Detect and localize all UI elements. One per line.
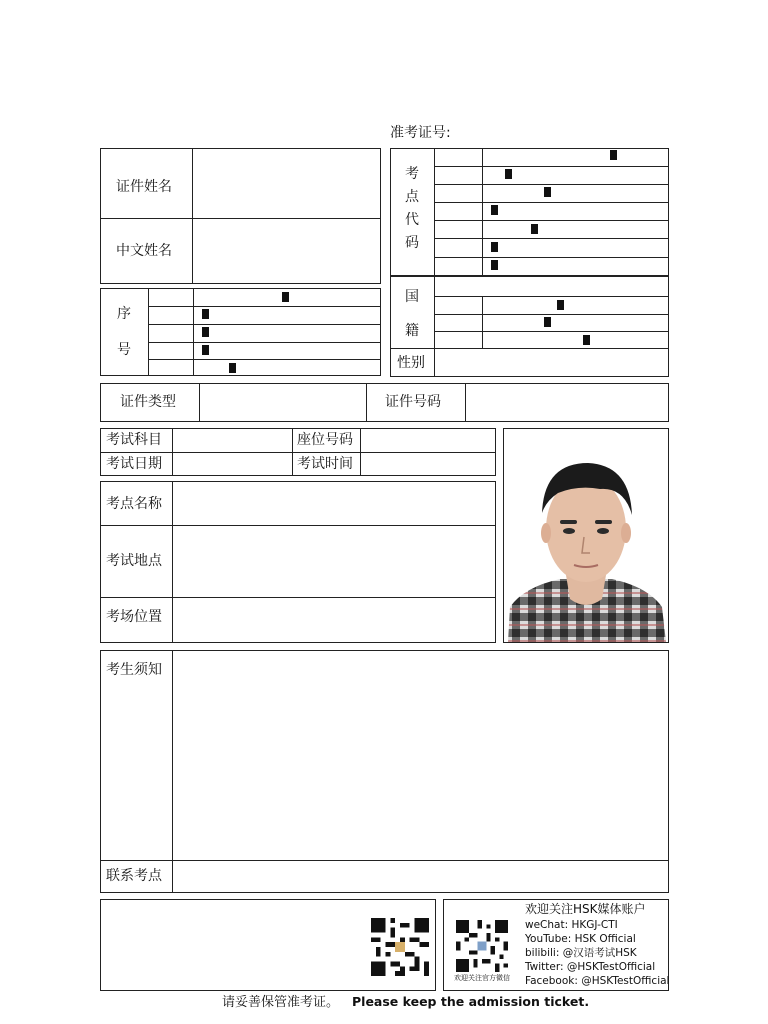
footer-keep-ticket-cn: 请妥善保管准考证。 [222,995,340,1010]
nationality-block [390,276,669,377]
exam-subject-label: 考试科目 [106,432,162,448]
id-row-divider [366,383,367,422]
name-block-divider [192,148,193,284]
serial-mark [282,292,289,302]
name-block-row-divider [100,218,381,219]
serial-row-divider [148,324,381,325]
venue-col-divider [172,481,173,643]
exam-info-row-divider [100,452,496,453]
serial-mark [202,327,209,337]
serial-label-bottom: 号 [117,342,131,358]
nationality-row-divider [434,296,669,297]
center-code-mark [491,260,498,270]
center-code-mark [531,224,538,234]
exam-time-label: 考试时间 [297,456,353,472]
social-accounts-list [525,918,669,988]
exam-room-label: 考场位置 [106,609,162,625]
nationality-row-divider [434,314,669,315]
exam-info-col-divider [292,428,293,476]
social-line-youtube: YouTube: HSK Official [525,933,636,945]
name-block [100,148,381,284]
nationality-col-divider [482,296,483,348]
center-code-row-divider [434,257,669,258]
exam-date-label: 考试日期 [106,456,162,472]
nationality-col-divider [434,276,435,377]
center-code-mark [491,242,498,252]
id-number-label: 证件号码 [385,394,441,410]
id-row-divider [199,383,200,422]
venue-row-divider [100,597,496,598]
candidate-photo [504,429,668,642]
gender-label: 性别 [397,355,425,371]
center-code-mark [491,205,498,215]
social-line-bilibili: bilibili: @汉语考试HSK [525,947,637,959]
id-row-divider [465,383,466,422]
nationality-label-top: 国 [405,289,419,305]
center-code-row-divider [434,202,669,203]
center-code-char: 码 [405,235,419,251]
social-title: 欢迎关注HSK媒体账户 [525,902,646,916]
wechat-qr-caption: 欢迎关注官方微信 [454,974,510,982]
exam-address-label: 考试地点 [106,553,162,569]
notes-row-divider [100,860,669,861]
exam-info-col-divider [360,428,361,476]
nationality-label-bottom: 籍 [405,323,419,339]
chinese-name-label: 中文姓名 [116,243,172,259]
id-name-label: 证件姓名 [116,179,172,195]
center-code-char: 代 [405,212,419,228]
social-line-wechat: weChat: HKGJ-CTI [525,919,618,931]
serial-number-block [100,288,381,376]
center-code-mark [505,169,512,179]
center-code-row-divider [434,184,669,185]
seat-number-label: 座位号码 [297,432,353,448]
candidate-notice-label: 考生须知 [106,662,162,678]
candidate-photo-frame [503,428,669,643]
admission-number-label: 准考证号: [390,125,451,141]
notes-block [100,650,669,893]
nationality-row-divider [434,331,669,332]
center-code-row-divider [434,166,669,167]
exam-info-col-divider [172,428,173,476]
qr-code-icon [370,918,430,976]
serial-mark [229,363,236,373]
gender-row-divider [390,348,669,349]
serial-row-divider [148,359,381,360]
contact-center-label: 联系考点 [106,868,162,884]
notes-col-divider [172,650,173,893]
center-code-row-divider [434,238,669,239]
center-code-mark [544,187,551,197]
social-line-twitter: Twitter: @HSKTestOfficial [525,961,656,973]
id-type-label: 证件类型 [120,394,176,410]
center-code-row-divider [434,220,669,221]
serial-col-divider-2 [193,288,194,376]
nationality-mark [557,300,564,310]
serial-row-divider [148,306,381,307]
center-code-mark [610,150,617,160]
social-line-facebook: Facebook: @HSKTestOfficial [525,975,670,987]
nationality-mark [544,317,551,327]
serial-mark [202,309,209,319]
wechat-qr-code-icon [455,920,509,972]
center-name-label: 考点名称 [106,496,162,512]
serial-label-top: 序 [117,306,131,322]
center-code-char: 考 [405,166,419,182]
serial-col-divider-1 [148,288,149,376]
serial-row-divider [148,342,381,343]
nationality-mark [583,335,590,345]
center-code-char: 点 [405,189,419,205]
footer-keep-ticket-en: Please keep the admission ticket. [352,994,590,1009]
serial-mark [202,345,209,355]
venue-row-divider [100,525,496,526]
